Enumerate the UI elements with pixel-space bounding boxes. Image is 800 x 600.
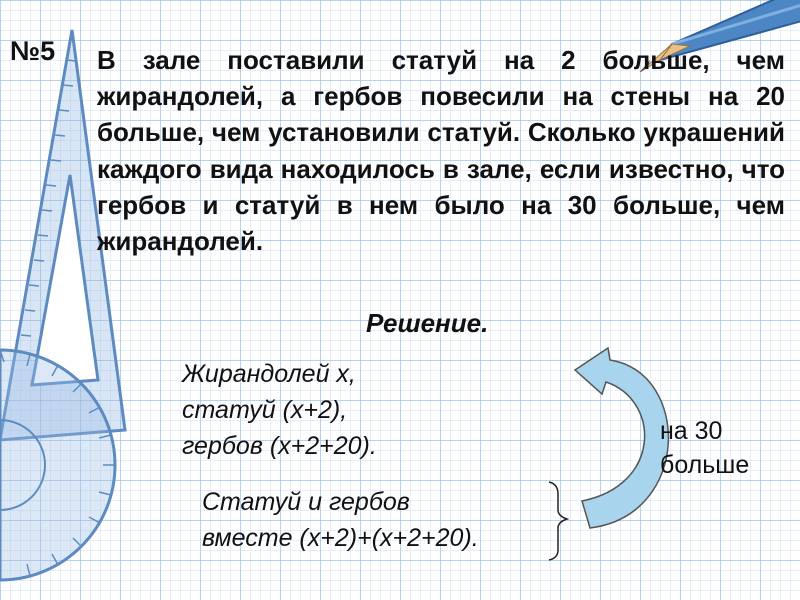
brace-icon <box>549 482 567 560</box>
difference-annotation <box>660 414 749 482</box>
variable-line: Жирандолей x, <box>182 360 356 388</box>
variables-block <box>182 356 377 464</box>
problem-text: В зале поставили статуй на 2 больше, чем жирандолей, а гербов повесили на стены на 20 больше, чем установили статуй. Сколько украшений каждого вида находилось в зале, если известно, что гербов и статуй в нем было на 30 больше, чем жирандолей. <box>97 45 785 257</box>
sum-block <box>202 484 479 556</box>
sum-line: вместе (x+2)+(x+2+20). <box>202 524 479 552</box>
annotation-line: больше <box>660 451 750 479</box>
curved-arrow-icon <box>575 348 668 528</box>
solution-heading: Решение. <box>366 308 489 338</box>
variable-line: гербов (x+2+20). <box>182 432 377 460</box>
variable-line: статуй (x+2), <box>182 396 348 424</box>
sum-line: Статуй и гербов <box>202 488 410 516</box>
problem-number: №5 <box>10 36 56 66</box>
annotation-line: на 30 <box>660 417 723 445</box>
